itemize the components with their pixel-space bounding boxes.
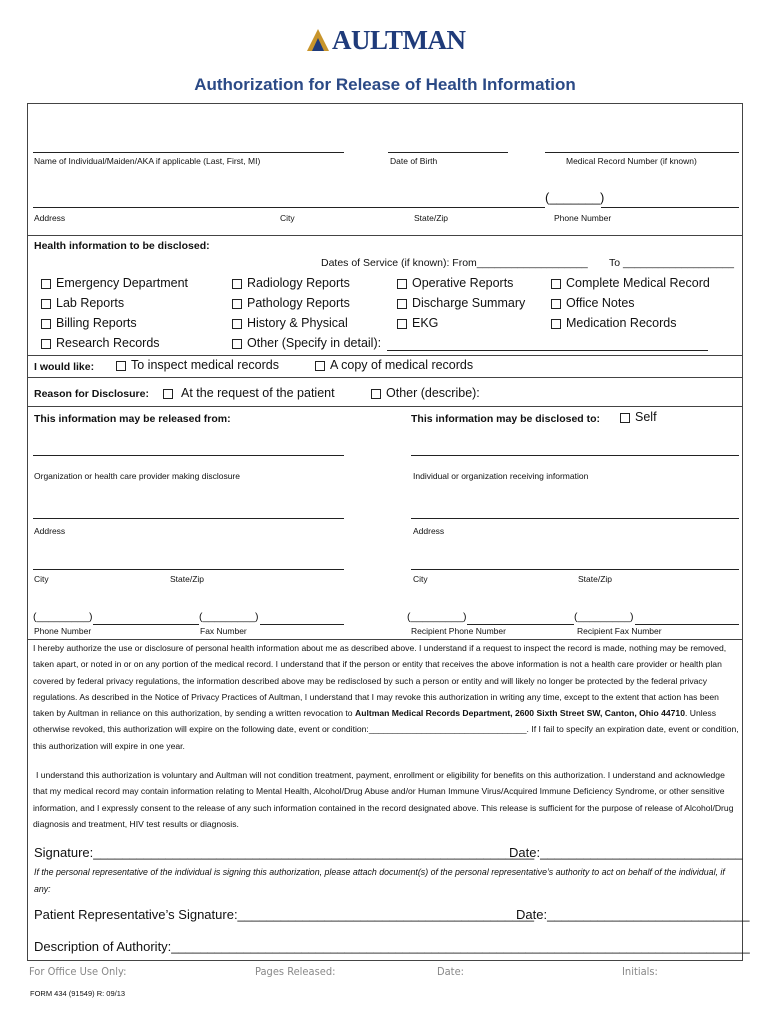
from-fax-paren: (_________) [199,611,259,623]
org-label: Organization or health care provider making disclosure [34,471,240,481]
to-address-label: Address [413,526,445,536]
label-ekg: EKG [412,316,439,330]
name-field[interactable] [33,152,344,153]
to-phone-field[interactable] [467,624,574,625]
logo-text: AULTMAN [332,25,466,55]
to-phone-label: Recipient Phone Number [411,626,506,636]
representative-date-field[interactable]: Date:____________________________ [516,907,750,922]
authority-field[interactable]: Description of Authority:________________________________________________________________________________ [34,939,750,954]
dates-to[interactable]: To ___________________ [609,257,734,269]
divider [27,355,743,356]
signature-date-field[interactable]: Date:____________________________ [509,845,743,860]
checkbox-office-notes[interactable] [551,299,561,309]
label-complete-record: Complete Medical Record [566,276,710,290]
to-fax-label: Recipient Fax Number [577,626,662,636]
checkbox-patient-request[interactable] [163,389,173,399]
to-city-label: City [413,574,428,584]
divider [27,235,743,236]
initials-label: Initials: [622,965,658,978]
mrn-label: Medical Record Number (if known) [566,156,697,166]
to-fax-field[interactable] [635,624,739,625]
aultman-logo [307,27,467,53]
reason-label: Reason for Disclosure: [34,388,149,400]
checkbox-history[interactable] [232,319,242,329]
representative-signature-field[interactable]: Patient Representative’s Signature:_________________________________________ [34,907,534,922]
label-medication: Medication Records [566,316,677,330]
state-label: State/Zip [414,213,449,223]
from-address-field[interactable] [33,518,344,519]
aultman-logo-mark-icon [307,29,329,51]
checkbox-self[interactable] [620,413,630,423]
from-phone-field[interactable] [93,624,199,625]
authorization-paragraph: I hereby authorize the use or disclosure of personal health information about me as described above. I understand if a request to inspect the record is made, nothing may be removed, taken apart, or noted in or on any portion of the medical record. I understand that if the person or entity that receives the above information is not a health care provider or health plan covered by federal privacy regulations, the information described above may be redisclosed by such a person or entity and will likely no longer be protected by the federal privacy regulations. As described in the Notice of Privacy Practices of Aultman, I understand that I may revoke this authorization in writing any time, except to the extent that action has been taken by Aultman in reliance on this authorization, by sending a written revocation to Aultman Medical Records Department, 2600 Sixth Street SW, Canton, Ohio 44710. Unless otherwise revoked, this authorization will expire on the following date, event or condition:_________________________________. If I fail to specify an expiration date, event or condition, this authorization will expire in one year. [33,643,739,751]
checkbox-medication[interactable] [551,319,561,329]
dob-label: Date of Birth [390,156,438,166]
form-number: FORM 434 (91549) R: 09/13 [30,989,126,998]
to-phone-paren: (_________) [407,611,467,623]
from-fax-field[interactable] [260,624,344,625]
recipient-label: Individual or organization receiving information [413,471,589,481]
office-date-label: Date: [437,965,464,978]
released-from-heading: This information may be released from: [34,413,231,425]
from-phone-label: Phone Number [34,626,92,636]
label-copy: A copy of medical records [330,358,474,372]
label-office-notes: Office Notes [566,296,635,310]
disclosure-heading: Health information to be disclosed: [34,240,210,252]
signature-field[interactable]: Signature:_____________________________________________________________ [34,845,535,860]
to-state-label: State/Zip [578,574,613,584]
checkbox-copy[interactable] [315,361,325,371]
checkbox-billing[interactable] [41,319,51,329]
label-self: Self [635,410,657,424]
city-label: City [280,213,295,223]
label-lab: Lab Reports [56,296,125,310]
office-use-label: For Office Use Only: [29,965,127,978]
label-emergency: Emergency Department [56,276,189,290]
mrn-field[interactable] [545,152,739,153]
checkbox-radiology[interactable] [232,279,242,289]
divider [27,406,743,407]
checkbox-lab[interactable] [41,299,51,309]
from-address-label: Address [34,526,66,536]
checkbox-pathology[interactable] [232,299,242,309]
label-operative: Operative Reports [412,276,514,290]
page-title: Authorization for Release of Health Information [194,75,576,94]
label-billing: Billing Reports [56,316,137,330]
label-discharge: Discharge Summary [412,296,526,310]
label-pathology: Pathology Reports [247,296,350,310]
label-history: History & Physical [247,316,348,330]
would-like-label: I would like: [34,361,95,373]
records-department-address: Aultman Medical Records Department, 2600 Sixth Street SW, Canton, Ohio 44710 [354,708,685,719]
checkbox-research[interactable] [41,339,51,349]
recipient-field[interactable] [411,455,739,456]
label-other-reason: Other (describe): [386,386,480,400]
phone-field[interactable] [601,207,739,208]
checkbox-inspect[interactable] [116,361,126,371]
checkbox-other-reason[interactable] [371,389,381,399]
address-field[interactable] [33,207,545,208]
checkbox-ekg[interactable] [397,319,407,329]
address-label: Address [34,213,66,223]
checkbox-emergency[interactable] [41,279,51,289]
dates-from[interactable]: Dates of Service (if known): From___________________ [321,257,588,269]
phone-paren: (_______) [545,190,605,205]
phone-label: Phone Number [554,213,612,223]
label-radiology: Radiology Reports [247,276,350,290]
checkbox-complete-record[interactable] [551,279,561,289]
dob-field[interactable] [388,152,508,153]
to-fax-paren: (_________) [574,611,634,623]
label-inspect: To inspect medical records [131,358,279,372]
to-address-field[interactable] [411,518,739,519]
checkbox-discharge[interactable] [397,299,407,309]
divider [27,377,743,378]
representative-note: If the personal representative of the individual is signing this authorization, please attach document(s) of the personal representative’s authority to act on behalf of the individual, if any: [34,867,725,894]
voluntary-paragraph: I understand this authorization is voluntary and Aultman will not condition treatment, payment, enrollment or eligibility for benefits on this authorization. I understand and acknowledge that my medical record may contain information relating to Mental Health, Alcohol/Drug Abuse and/or Human Immune Virus/Acquired Immune Deficiency Syndrome, or other sensitive information, and I expressly consent to the release of any such information contained in the record designated above. This release is sufficient for the purpose of release of Alcohol/Drug diagnosis and treatment, HIV test results or diagnosis. [33,770,734,829]
label-patient-request: At the request of the patient [181,386,335,400]
checkbox-operative[interactable] [397,279,407,289]
disclosed-to-heading: This information may be disclosed to: [411,413,601,425]
from-phone-paren: (_________) [33,611,93,623]
label-research: Research Records [56,336,160,350]
form-frame [27,103,743,961]
to-city-field[interactable] [411,569,739,570]
from-state-label: State/Zip [170,574,205,584]
other-specify-field[interactable] [387,350,708,351]
pages-released-label: Pages Released: [255,965,336,978]
name-label: Name of Individual/Maiden/AKA if applicable (Last, First, MI) [34,156,261,166]
checkbox-other-specify[interactable] [232,339,242,349]
label-other-specify: Other (Specify in detail): [247,336,382,350]
from-city-label: City [34,574,49,584]
from-fax-label: Fax Number [200,626,247,636]
from-city-field[interactable] [33,569,344,570]
org-field[interactable] [33,455,344,456]
